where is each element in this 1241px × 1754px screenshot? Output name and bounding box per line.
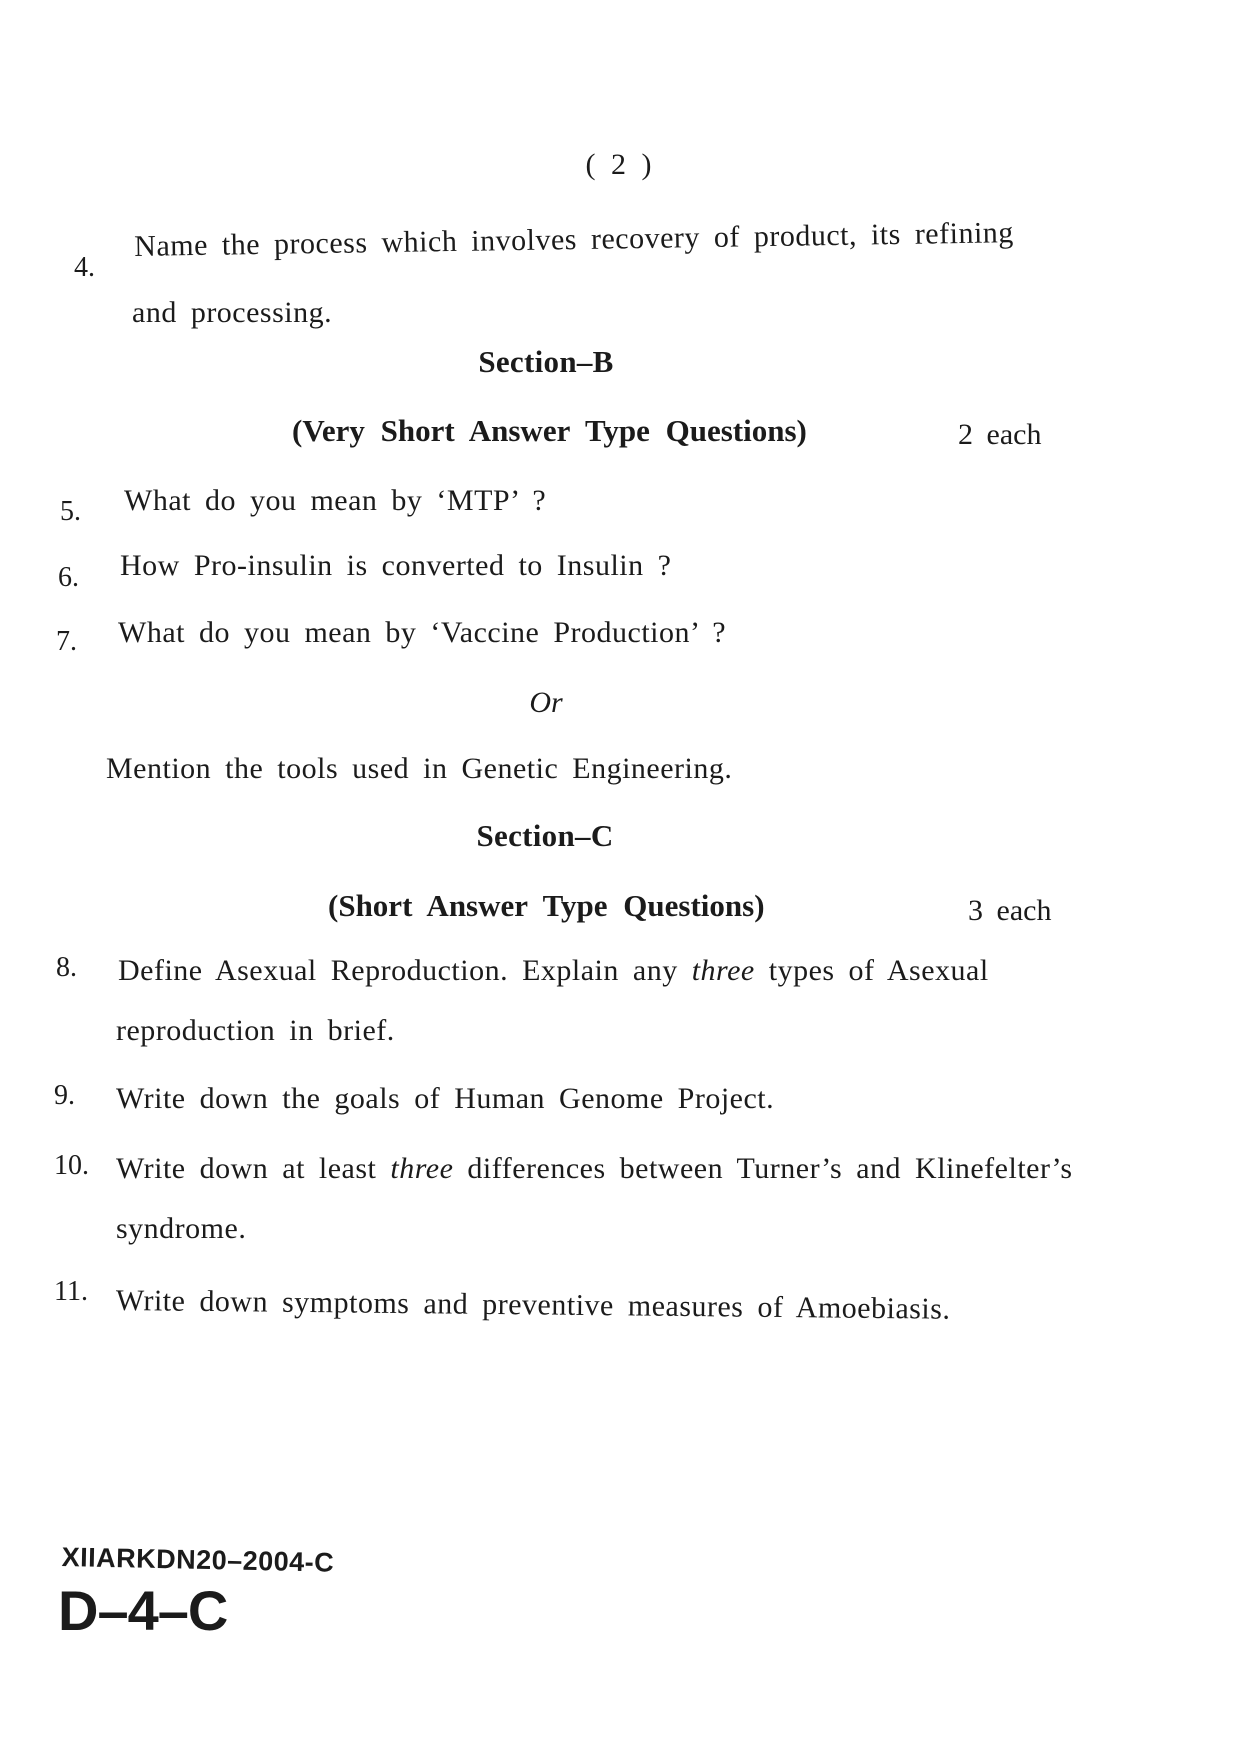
question-6-text: How Pro-insulin is converted to Insulin ? [120,549,672,582]
question-8-emphasis: three [691,954,755,987]
question-8-number: 8. [56,952,77,983]
question-8-line-1-start: Define Asexual Reproduction. Explain any [118,954,692,987]
question-7-number: 7. [56,626,77,657]
paper-code: XIIARKDN20–2004-C [61,1542,335,1578]
section-b-marks: 2 each [958,418,1042,451]
question-5-text: What do you mean by ‘MTP’ ? [124,484,547,517]
question-7-text: What do you mean by ‘Vaccine Production’ ? [118,616,727,649]
section-c-subtitle: (Short Answer Type Questions) [328,888,765,923]
question-10-line-2: syndrome. [116,1212,247,1245]
question-7-or: Or [529,686,563,719]
page-number: ( 2 ) [585,148,656,181]
question-7-alternative: Mention the tools used in Genetic Engineering. [106,752,733,785]
question-8-line-2: reproduction in brief. [116,1014,395,1047]
question-10-line-1-end: differences between Turner’s and Klinefelter’s [453,1152,1073,1185]
question-11-text: Write down symptoms and preventive measures of Amoebiasis. [115,1284,951,1326]
question-4-number: 4. [74,252,95,283]
section-b-title: Section–B [478,344,614,379]
question-8-line-1 [118,954,989,988]
question-4-line-2: and processing. [132,296,333,329]
question-4-line-1: Name the process which involves recovery of product, its refining [134,216,1015,263]
question-9-text: Write down the goals of Human Genome Project. [116,1082,775,1115]
question-5-number: 5. [60,496,81,527]
section-b-subtitle: (Very Short Answer Type Questions) [292,413,807,448]
question-10-emphasis: three [390,1152,454,1185]
section-c-marks: 3 each [968,894,1052,927]
question-10-number: 10. [54,1150,89,1181]
question-10-line-1-start: Write down at least [116,1152,391,1185]
question-10-line-1 [116,1152,1073,1186]
question-9-number: 9. [54,1080,75,1111]
set-code: D–4–C [58,1579,228,1642]
question-6-number: 6. [58,562,79,593]
section-c-title: Section–C [476,818,614,853]
question-8-line-1-end: types of Asexual [754,954,989,987]
question-11-number: 11. [54,1276,88,1307]
